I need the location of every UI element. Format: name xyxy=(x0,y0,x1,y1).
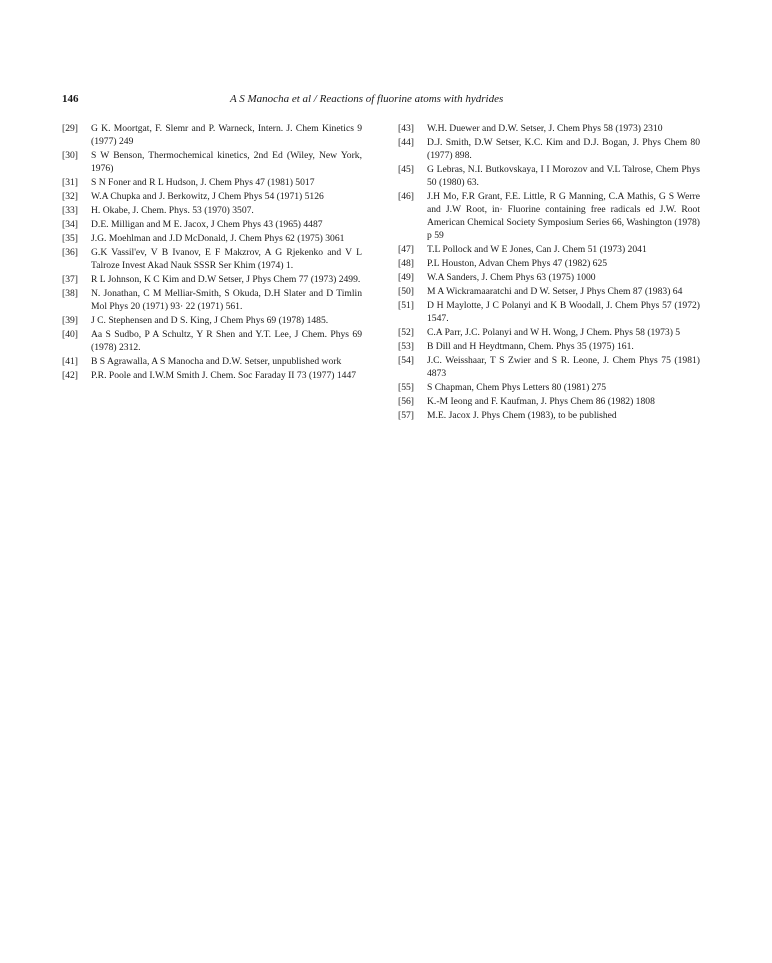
reference-item xyxy=(62,176,362,189)
reference-number: [52] xyxy=(398,327,414,338)
reference-item xyxy=(398,190,700,242)
reference-text: S N Foner and R L Hudson, J. Chem Phys 47 (1981) 5017 xyxy=(91,177,315,188)
page-number: 146 xyxy=(62,93,79,105)
reference-item xyxy=(398,395,700,408)
reference-item xyxy=(62,328,362,354)
reference-text: M.E. Jacox J. Phys Chem (1983), to be published xyxy=(427,410,617,421)
reference-number: [39] xyxy=(62,315,78,326)
reference-number: [38] xyxy=(62,288,78,299)
reference-text: N. Jonathan, C M Melliar-Smith, S Okuda, D.H Slater and D Timlin Mol Phys 20 (1971) 93· 22 (1971) 561. xyxy=(91,288,362,312)
reference-text: W.H. Duewer and D.W. Setser, J. Chem Phys 58 (1973) 2310 xyxy=(427,123,663,134)
running-head: A S Manocha et al / Reactions of fluorine atoms with hydrides xyxy=(230,93,504,105)
reference-item xyxy=(398,326,700,339)
reference-item xyxy=(398,285,700,298)
reference-text: H. Okabe, J. Chem. Phys. 53 (1970) 3507. xyxy=(91,205,254,216)
reference-number: [34] xyxy=(62,219,78,230)
reference-text: B Dill and H Heydtmann, Chem. Phys 35 (1975) 161. xyxy=(427,341,634,352)
reference-number: [40] xyxy=(62,329,78,340)
reference-text: J.C. Weisshaar, T S Zwier and S R. Leone, J. Chem Phys 75 (1981) 4873 xyxy=(427,355,700,379)
reference-number: [50] xyxy=(398,286,414,297)
reference-number: [55] xyxy=(398,382,414,393)
reference-number: [47] xyxy=(398,244,414,255)
reference-text: P.R. Poole and I.W.M Smith J. Chem. Soc Faraday II 73 (1977) 1447 xyxy=(91,370,357,381)
reference-number: [45] xyxy=(398,164,414,175)
reference-text: D.J. Smith, D.W Setser, K.C. Kim and D.J. Bogan, J. Phys Chem 80 (1977) 898. xyxy=(427,137,700,161)
reference-item xyxy=(62,204,362,217)
reference-number: [37] xyxy=(62,274,78,285)
reference-text: W.A Sanders, J. Chem Phys 63 (1975) 1000 xyxy=(427,272,596,283)
reference-text: T.L Pollock and W E Jones, Can J. Chem 51 (1973) 2041 xyxy=(427,244,647,255)
reference-number: [35] xyxy=(62,233,78,244)
reference-text: M A Wickramaaratchi and D W. Setser, J Phys Chem 87 (1983) 64 xyxy=(427,286,683,297)
reference-number: [51] xyxy=(398,300,414,311)
reference-item xyxy=(398,271,700,284)
reference-item xyxy=(398,243,700,256)
reference-number: [44] xyxy=(398,137,414,148)
reference-item xyxy=(62,287,362,313)
references-left-column xyxy=(62,122,362,383)
reference-item xyxy=(62,149,362,175)
reference-item xyxy=(62,355,362,368)
reference-item xyxy=(398,340,700,353)
reference-number: [42] xyxy=(62,370,78,381)
reference-number: [30] xyxy=(62,150,78,161)
reference-text: J C. Stephensen and D S. King, J Chem Phys 69 (1978) 1485. xyxy=(91,315,329,326)
reference-text: S W Benson, Thermochemical kinetics, 2nd Ed (Wiley, New York, 1976) xyxy=(91,150,362,174)
reference-item xyxy=(62,273,362,286)
reference-text: P.L Houston, Advan Chem Phys 47 (1982) 625 xyxy=(427,258,608,269)
reference-text: G K. Moortgat, F. Slemr and P. Warneck, Intern. J. Chem Kinetics 9 (1977) 249 xyxy=(91,123,362,147)
reference-item xyxy=(62,369,362,382)
reference-item xyxy=(62,246,362,272)
references-right-column xyxy=(398,122,700,423)
reference-text: W.A Chupka and J. Berkowitz, J Chem Phys 54 (1971) 5126 xyxy=(91,191,324,202)
reference-number: [56] xyxy=(398,396,414,407)
reference-number: [49] xyxy=(398,272,414,283)
reference-item xyxy=(398,354,700,380)
reference-text: R L Johnson, K C Kim and D.W Setser, J Phys Chem 77 (1973) 2499. xyxy=(91,274,361,285)
reference-text: Aa S Sudbo, P A Schultz, Y R Shen and Y.T. Lee, J Chem. Phys 69 (1978) 2312. xyxy=(91,329,362,353)
reference-item xyxy=(398,163,700,189)
reference-item xyxy=(398,257,700,270)
reference-number: [53] xyxy=(398,341,414,352)
reference-number: [43] xyxy=(398,123,414,134)
reference-item xyxy=(62,232,362,245)
reference-number: [46] xyxy=(398,191,414,202)
reference-text: B S Agrawalla, A S Manocha and D.W. Setser, unpublished work xyxy=(91,356,342,367)
reference-number: [48] xyxy=(398,258,414,269)
reference-number: [41] xyxy=(62,356,78,367)
reference-item xyxy=(62,218,362,231)
reference-item xyxy=(398,409,700,422)
reference-text: J.H Mo, F.R Grant, F.E. Little, R G Manning, C.A Mathis, G S Werre and J.W Root, in· Fluorine containing free radicals ed J.W. Root American Chemical Society Symposium Series 66, Washington (1978) p 59 xyxy=(427,191,700,241)
reference-number: [32] xyxy=(62,191,78,202)
reference-text: S Chapman, Chem Phys Letters 80 (1981) 275 xyxy=(427,382,607,393)
reference-number: [31] xyxy=(62,177,78,188)
reference-text: D.E. Milligan and M E. Jacox, J Chem Phys 43 (1965) 4487 xyxy=(91,219,323,230)
reference-item xyxy=(398,122,700,135)
reference-text: K.-M Ieong and F. Kaufman, J. Phys Chem 86 (1982) 1808 xyxy=(427,396,655,407)
reference-item xyxy=(62,314,362,327)
reference-text: J.G. Moehlman and J.D McDonald, J. Chem Phys 62 (1975) 3061 xyxy=(91,233,345,244)
reference-number: [57] xyxy=(398,410,414,421)
reference-item xyxy=(398,381,700,394)
reference-item xyxy=(62,190,362,203)
reference-number: [54] xyxy=(398,355,414,366)
reference-text: C.A Parr, J.C. Polanyi and W H. Wong, J Chem. Phys 58 (1973) 5 xyxy=(427,327,681,338)
reference-text: G Lebras, N.I. Butkovskaya, I I Morozov and V.L Talrose, Chem Phys 50 (1980) 63. xyxy=(427,164,700,188)
reference-number: [36] xyxy=(62,247,78,258)
reference-item xyxy=(62,122,362,148)
reference-number: [33] xyxy=(62,205,78,216)
reference-item xyxy=(398,136,700,162)
reference-item xyxy=(398,299,700,325)
reference-text: G.K Vassil'ev, V B Ivanov, E F Makzrov, A G Rjekenko and V L Talroze Invest Akad Nauk SSSR Ser Khim (1974) 1. xyxy=(91,247,362,271)
reference-text: D H Maylotte, J C Polanyi and K B Woodall, J. Chem Phys 57 (1972) 1547. xyxy=(427,300,700,324)
reference-number: [29] xyxy=(62,123,78,134)
